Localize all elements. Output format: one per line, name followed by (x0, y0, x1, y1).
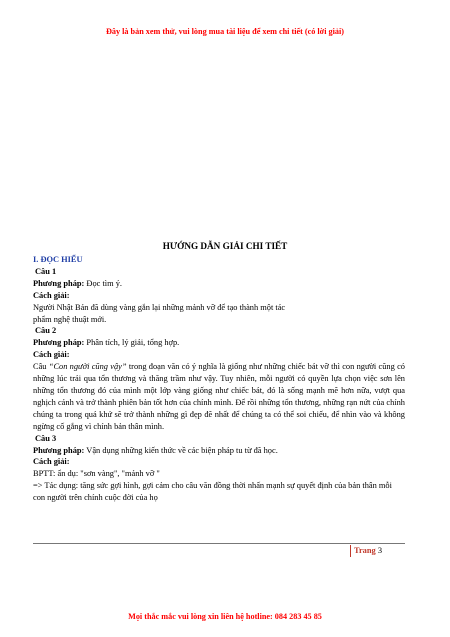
hotline-banner: Mọi thắc mắc vui lòng xin liên hệ hotline: 084 283 45 85 (128, 612, 322, 621)
page-word: Trang (354, 546, 376, 555)
method-label: Phương pháp: (33, 338, 85, 348)
page-number-value: 3 (377, 546, 382, 555)
answer-rest: trong đoạn văn có ý nghĩa là giống như những chiếc bát vỡ thì con người cũng có những lúc trải qua tổn thương và thăng trầm như vậy. Tuy nhiên, mỗi người có quyền lựa chọn việc sơn lên những tổn thương đó của mình một lớp vàng giống như chiếc bát, đó là sống mạnh mẽ hơn nữa, vượt qua nghịch cảnh và trở thành phiên bản tốt hơn của chính mình. Để rồi những tổn thương, những rạn nứt của chính chúng ta trong quá khứ sẽ trở thành những gì đẹp đẽ nhất để chúng ta có thể soi chiếu, để nhìn vào và không ngừng cố gắng vì chính bản thân mình. (33, 362, 405, 431)
question-1-method (33, 278, 405, 290)
question-1-answer-line-2: phẩm nghệ thuật mới. (33, 314, 107, 324)
page-number (350, 545, 382, 557)
page-title: HƯỚNG DẪN GIẢI CHI TIẾT (162, 241, 288, 251)
answer-quote: “Con người cũng vậy” (48, 362, 127, 372)
method-text: Vận dụng những kiến thức về các biện pháp tu từ đã học. (84, 445, 278, 455)
method-text: Đọc tìm ý. (84, 278, 123, 288)
question-3-answer-line-2: => Tác dụng: tăng sức gợi hình, gợi cảm cho câu văn đồng thời nhấn mạnh sự quyết định của bản thân mỗi con người trên chính cuộc đời của họ (33, 481, 392, 503)
question-3-answer-line-1: BPTT: ẩn dụ: "sơn vàng", "mảnh vỡ " (33, 469, 160, 479)
question-1-answer-line-1: Người Nhật Bản đã dùng vàng gắn lại những mảnh vỡ để tạo thành một tác (33, 302, 286, 312)
document-body (33, 254, 405, 504)
question-1-solution-label: Cách giải: (33, 290, 70, 300)
question-2-label: Câu 2 (35, 326, 57, 336)
method-label: Phương pháp: (33, 278, 85, 288)
question-3-solution-label: Cách giải: (33, 457, 70, 467)
answer-prefix: Câu (33, 362, 49, 372)
section-heading-reading: I. ĐỌC HIỂU (33, 255, 83, 264)
question-2-method (33, 337, 405, 349)
question-2-solution-label: Cách giải: (33, 350, 70, 360)
question-3-method (33, 445, 405, 457)
method-text: Phân tích, lý giải, tổng hợp. (84, 338, 180, 348)
footer-divider (33, 543, 405, 544)
preview-notice-banner: Đây là bản xem thử, vui lòng mua tài liệu để xem chi tiết (có lời giải) (105, 27, 344, 36)
method-label: Phương pháp: (33, 445, 85, 455)
question-1-label: Câu 1 (35, 266, 57, 276)
question-3-label: Câu 3 (35, 433, 57, 443)
question-2-answer (33, 361, 405, 432)
